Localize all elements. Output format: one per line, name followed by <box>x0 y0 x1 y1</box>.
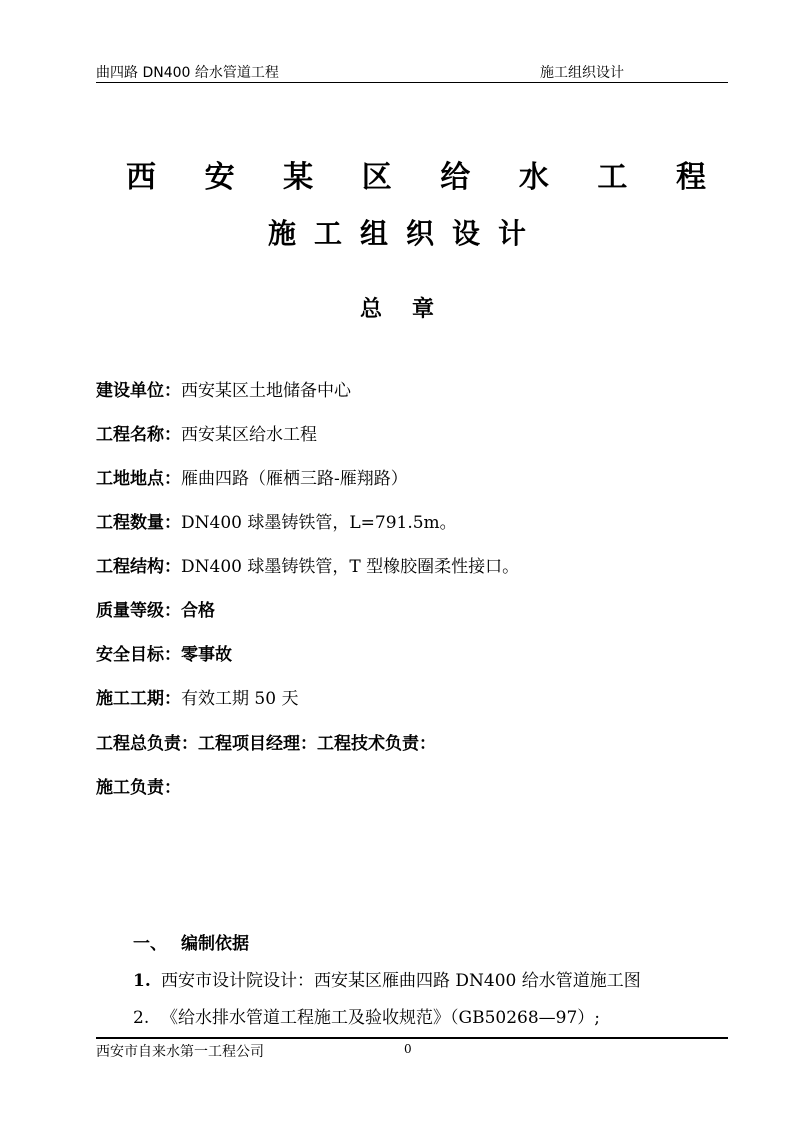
info-key: 建设单位： <box>96 381 181 401</box>
info-key: 安全目标： <box>96 645 181 665</box>
section-title: 编制依据 <box>181 934 249 954</box>
info-row-quantity <box>96 508 457 533</box>
title-char: 安 <box>204 160 235 195</box>
section-number: 一、 <box>133 934 167 954</box>
title-char: 区 <box>361 160 392 195</box>
info-row-client <box>96 376 351 401</box>
info-key: 质量等级： <box>96 601 181 621</box>
info-value: 有效工期 50 天 <box>181 689 299 709</box>
document-subtitle: 施工组织设计 <box>267 217 544 250</box>
info-row-structure <box>96 552 519 577</box>
info-row-project-name <box>96 420 317 445</box>
reference-number: 2. <box>133 1008 150 1028</box>
chapter-title: 总章 <box>359 296 464 322</box>
info-key: 施工工期： <box>96 689 181 709</box>
info-value: 合格 <box>181 601 215 621</box>
info-row-managers <box>96 729 436 754</box>
info-value: 雁曲四路（雁栖三路-雁翔路） <box>181 469 408 489</box>
info-value: 零事故 <box>181 645 232 665</box>
info-row-safety <box>96 640 232 665</box>
reference-item <box>133 966 641 991</box>
info-key: 工地地点： <box>96 469 181 489</box>
footer-rule <box>96 1037 728 1039</box>
header-project-name: 曲四路 DN400 给水管道工程 <box>96 65 279 81</box>
section-heading <box>133 929 249 954</box>
info-row-duration <box>96 684 298 709</box>
reference-text: 《给水排水管道工程施工及验收规范》（GB50268—97）; <box>161 1008 601 1028</box>
info-key: 工程总负责：工程项目经理：工程技术负责： <box>96 734 436 754</box>
page-number: 0 <box>404 1042 412 1056</box>
footer-company: 西安市自来水第一工程公司 <box>96 1044 264 1060</box>
title-char: 某 <box>283 160 314 195</box>
document-title <box>126 152 706 196</box>
info-row-site <box>96 464 408 489</box>
title-char: 西 <box>126 160 156 195</box>
info-value: 西安某区给水工程 <box>181 425 317 445</box>
info-value: DN400 球墨铸铁管，T 型橡胶圈柔性接口。 <box>181 557 520 577</box>
reference-item <box>133 1003 600 1028</box>
reference-number: 1. <box>133 971 151 991</box>
info-key: 施工负责： <box>96 778 181 798</box>
info-key: 工程结构： <box>96 557 181 577</box>
info-key: 工程数量： <box>96 513 181 533</box>
info-row-quality <box>96 596 215 621</box>
info-key: 工程名称： <box>96 425 181 445</box>
title-char: 工 <box>597 160 628 195</box>
reference-text: 西安市设计院设计：西安某区雁曲四路 DN400 给水管道施工图 <box>161 971 641 991</box>
header-doc-type: 施工组织设计 <box>540 65 624 81</box>
title-char: 水 <box>518 160 549 195</box>
info-value: 西安某区土地储备中心 <box>181 381 351 401</box>
header-rule <box>96 82 728 83</box>
title-char: 程 <box>675 160 706 195</box>
title-char: 给 <box>440 160 471 195</box>
info-value: DN400 球墨铸铁管，L=791.5m。 <box>181 513 457 533</box>
info-row-construction-lead <box>96 773 181 798</box>
